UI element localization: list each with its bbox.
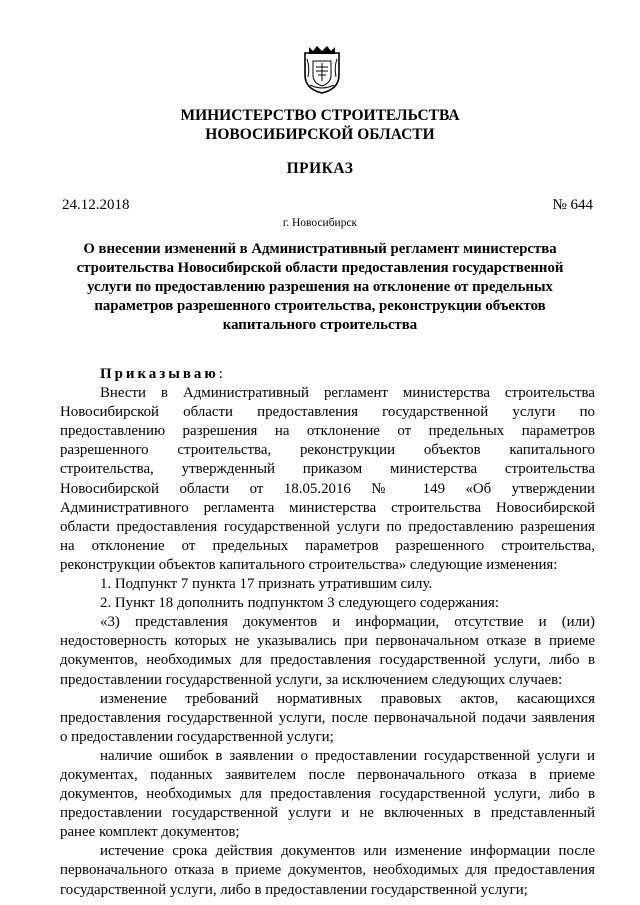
body-line: на отклонение от предельных параметров разрешенного строительства,: [60, 537, 595, 554]
ministry-name-line-1: МИНИСТЕРСТВО СТРОИТЕЛЬСТВА: [180, 107, 460, 124]
directive-word: Приказываю: [100, 366, 219, 382]
body-line: истечение срока действия документов или изменение информации после: [100, 843, 595, 860]
order-date: 24.12.2018: [62, 197, 130, 213]
body-line: ранее комплект документов;: [60, 824, 240, 841]
body-line: «3) представления документов и информации, отсутствие и (или): [100, 614, 595, 631]
body-line: предоставлению разрешения на отклонение от предельных параметров: [60, 423, 595, 440]
body-line: области предоставления государственной услуги по предоставлению разрешения: [60, 518, 595, 535]
subject-line: О внесении изменений в Административный регламент министерства: [83, 241, 557, 257]
subject-line: строительства Новосибирской области предоставления государственной: [76, 260, 564, 276]
body-line: предоставлении государственной услуги и не включенных в представленный: [60, 805, 595, 822]
body-line: 2. Пункт 18 дополнить подпунктом 3 следующего содержания:: [100, 595, 499, 612]
order-city: г. Новосибирск: [282, 217, 358, 229]
order-subject: [60, 240, 580, 335]
body-line: документов, необходимых для предоставления государственной услуги, либо в: [60, 652, 595, 669]
body-line: документов, необходимых для предоставления государственной услуги, либо в: [60, 786, 595, 803]
body-line: документах, поданных заявителем после первоначального отказа в приеме: [60, 766, 595, 783]
order-number: № 644: [552, 197, 593, 213]
body-line: Новосибирской области от 18.05.2016 № 149 «Об утверждении: [60, 480, 595, 497]
body-line: реконструкции объектов капитального строительства» следующие изменения:: [60, 556, 558, 573]
body-line: предоставления государственной услуги, после первоначальной подачи заявления: [60, 709, 595, 726]
order-directive: [60, 365, 595, 384]
body-line: Внести в Административный регламент министерства строительства: [100, 385, 595, 402]
ministry-name-line-2: НОВОСИБИРСКОЙ ОБЛАСТИ: [205, 126, 435, 143]
body-line: изменение требований нормативных правовых актов, касающихся: [100, 690, 595, 707]
order-body: [60, 365, 595, 900]
body-line: наличие ошибок в заявлении о предоставлении государственной услуги и: [100, 747, 595, 764]
body-line: строительства, утвержденный приказом министерства строительства: [60, 461, 595, 478]
subject-line: услуги по предоставлению разрешения на отклонение от предельных: [87, 279, 553, 295]
body-line: Новосибирской области предоставления государственной услуги по: [60, 404, 595, 421]
body-line: разрешенного строительства, реконструкции объектов капитального: [60, 442, 595, 459]
directive-colon: :: [218, 366, 223, 382]
body-line: 1. Подпункт 7 пункта 17 признать утратившим силу.: [100, 576, 433, 593]
body-line: государственной услуги, либо в предоставлении государственной услуги;: [60, 881, 528, 898]
body-line: первоначального отказа в приеме документов, необходимых для предоставления: [60, 862, 595, 879]
subject-line: капитального строительства: [222, 317, 418, 333]
body-line: предоставлении государственной услуги, за исключением следующих случаев:: [60, 671, 563, 688]
subject-line: параметров разрешенного строительства, реконструкции объектов: [94, 298, 546, 314]
body-line: о предоставлении государственной услуги;: [60, 728, 334, 745]
coat-of-arms-icon: [301, 45, 343, 95]
body-line: Административного регламента министерства строительства Новосибирской: [60, 499, 595, 516]
body-line: недостоверность которых не указывались при первоначальном отказе в приеме: [60, 633, 595, 650]
order-title: ПРИКАЗ: [286, 160, 354, 177]
ministry-name: [0, 106, 640, 144]
